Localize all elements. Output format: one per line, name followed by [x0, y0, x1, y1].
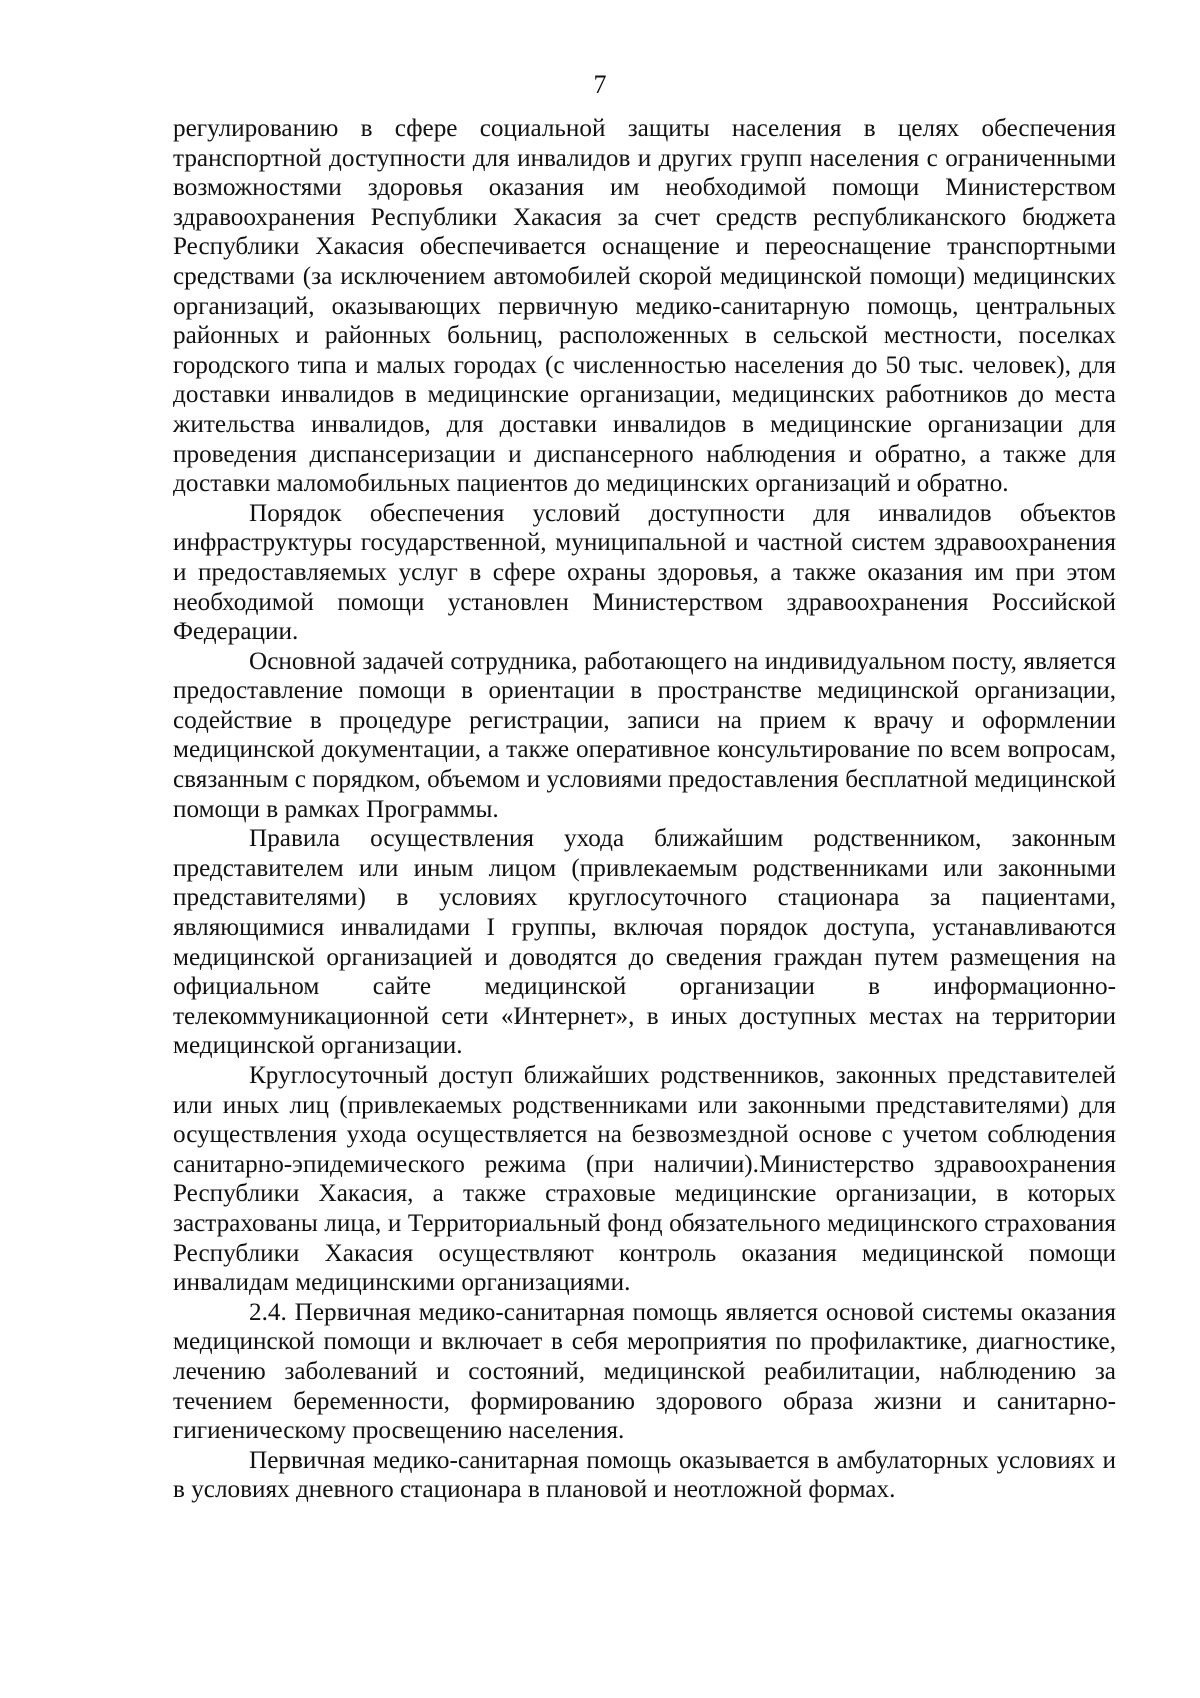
- paragraph: Первичная медико-санитарная помощь оказывается в амбулаторных условиях и в условиях дневного стационара в плановой и неотложной формах.: [173, 1446, 1116, 1504]
- paragraph: Круглосуточный доступ ближайших родственников, законных представителей или иных лиц (привлекаемых родственниками или законными представителями) для осуществления ухода осуществляется на безвозмездной основе с учетом соблюдения санитарно-эпидемического режима (при наличии).Министерство здравоохранения Республики Хакасия, а также страховые медицинские организации, в которых застрахованы лица, и Территориальный фонд обязательного медицинского страхования Республики Хакасия осуществляют контроль оказания медицинской помощи инвалидам медицинскими организациями.: [173, 1062, 1116, 1297]
- paragraph-continuation: регулированию в сфере социальной защиты населения в целях обеспечения транспортной доступности для инвалидов и других групп населения с ограниченными возможностями здоровья оказания им необходимой помощи Министерством здравоохранения Республики Хакасия за счет средств республиканского бюджета Республики Хакасия обеспечивается оснащение и переоснащение транспортными средствами (за исключением автомобилей скорой медицинской помощи) медицинских организаций, оказывающих первичную медико-санитарную помощь, центральных районных и районных больниц, расположенных в сельской местности, поселках городского типа и малых городах (с численностью населения до 50 тыс. человек), для доставки инвалидов в медицинские организации, медицинских работников до места жительства инвалидов, для доставки инвалидов в медицинские организации для проведения диспансеризации и диспансерного наблюдения и обратно, а также для доставки маломобильных пациентов до медицинских организаций и обратно.: [173, 115, 1116, 498]
- page-number: 7: [593, 70, 607, 99]
- paragraph: Порядок обеспечения условий доступности для инвалидов объектов инфраструктуры государственной, муниципальной и частной систем здравоохранения и предоставляемых услуг в сфере охраны здоровья, а также оказания им при этом необходимой помощи установлен Министерством здравоохранения Российской Федерации.: [173, 499, 1116, 646]
- paragraph: Основной задачей сотрудника, работающего на индивидуальном посту, является предоставление помощи в ориентации в пространстве медицинской организации, содействие в процедуре регистрации, записи на прием к врачу и оформлении медицинской документации, а также оперативное консультирование по всем вопросам, связанным с порядком, объемом и условиями предоставления бесплатной медицинской помощи в рамках Программы.: [173, 647, 1116, 823]
- paragraph: 2.4. Первичная медико-санитарная помощь является основой системы оказания медицинской помощи и включает в себя мероприятия по профилактике, диагностике, лечению заболеваний и состояний, медицинской реабилитации, наблюдению за течением беременности, формированию здорового образа жизни и санитарно-гигиеническому просвещению населения.: [173, 1298, 1116, 1445]
- paragraph: Правила осуществления ухода ближайшим родственником, законным представителем или иным лицом (привлекаемым родственниками или законными представителями) в условиях круглосуточного стационара за пациентами, являющимися инвалидами I группы, включая порядок доступа, устанавливаются медицинской организацией и доводятся до сведения граждан путем размещения на официальном сайте медицинской организации в информационно-телекоммуникационной сети «Интернет», в иных доступных местах на территории медицинской организации.: [173, 825, 1116, 1060]
- document-body: [173, 114, 1116, 1505]
